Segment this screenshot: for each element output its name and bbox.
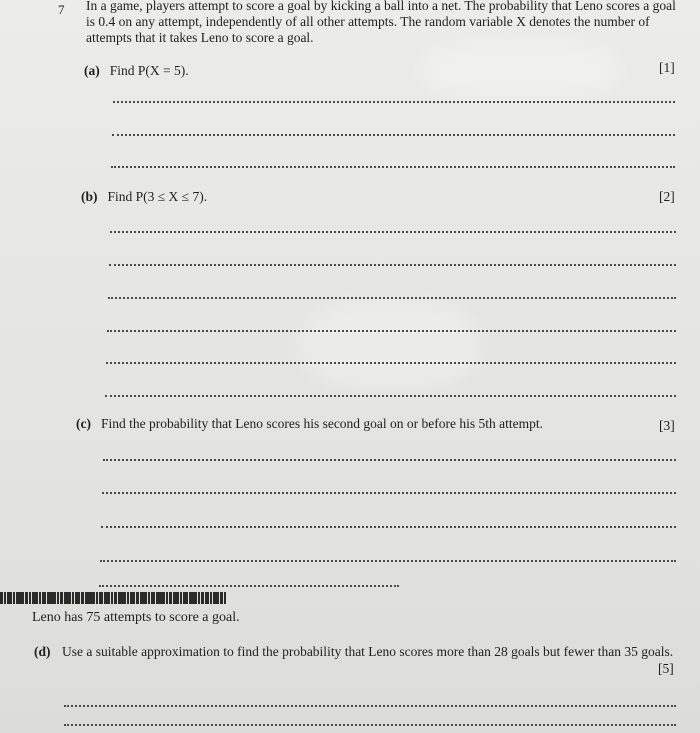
part-a-text: Find P(X = 5). <box>109 63 189 78</box>
question-stem: In a game, players attempt to score a goal by kicking a ball into a net. The probability that Leno scores a goal is 0.4 on any attempt, independently of all other attempts. The random variable X denotes the number of attempts that it takes Leno to score a goal. <box>86 0 676 45</box>
answer-line[interactable] <box>108 297 676 299</box>
part-c-text: Find the probability that Leno scores his second goal on or before his 5th attempt. <box>100 416 544 431</box>
answer-line[interactable] <box>105 395 676 397</box>
part-b-marks: [2] <box>659 189 675 204</box>
answer-line[interactable] <box>110 231 676 233</box>
answer-line[interactable] <box>109 264 676 266</box>
answer-line[interactable] <box>100 560 676 562</box>
barcode-strip <box>0 592 275 604</box>
part-d-info: Leno has 75 attempts to score a goal. <box>32 610 240 625</box>
answer-line[interactable] <box>106 362 676 364</box>
part-c-marks: [3] <box>659 418 675 433</box>
part-d-text: Use a suitable approximation to find the probability that Leno scores more than 28 goals but fewer than 35 goals. <box>62 644 674 659</box>
part-b-text: Find P(3 ≤ X ≤ 7). <box>107 189 208 204</box>
answer-line[interactable] <box>99 585 399 587</box>
part-d <box>34 644 682 660</box>
answer-line[interactable] <box>111 166 675 168</box>
part-c-label: (c) <box>76 416 91 431</box>
photo-glare <box>420 40 620 100</box>
answer-line[interactable] <box>101 526 676 528</box>
answer-line[interactable] <box>112 134 675 136</box>
answer-line[interactable] <box>113 101 675 103</box>
part-a-label: (a) <box>84 63 100 78</box>
part-a-marks: [1] <box>659 60 675 75</box>
answer-line[interactable] <box>103 459 676 461</box>
answer-line[interactable] <box>107 330 676 332</box>
part-d-marks: [5] <box>658 661 674 676</box>
answer-line[interactable] <box>64 705 676 707</box>
photo-glare <box>300 300 480 390</box>
part-b <box>81 189 207 205</box>
question-number: 7 <box>58 2 65 17</box>
part-d-label: (d) <box>34 644 51 659</box>
part-a <box>84 63 189 79</box>
answer-line[interactable] <box>102 492 676 494</box>
answer-line[interactable] <box>64 724 676 726</box>
part-b-label: (b) <box>81 189 98 204</box>
part-c <box>76 416 543 432</box>
